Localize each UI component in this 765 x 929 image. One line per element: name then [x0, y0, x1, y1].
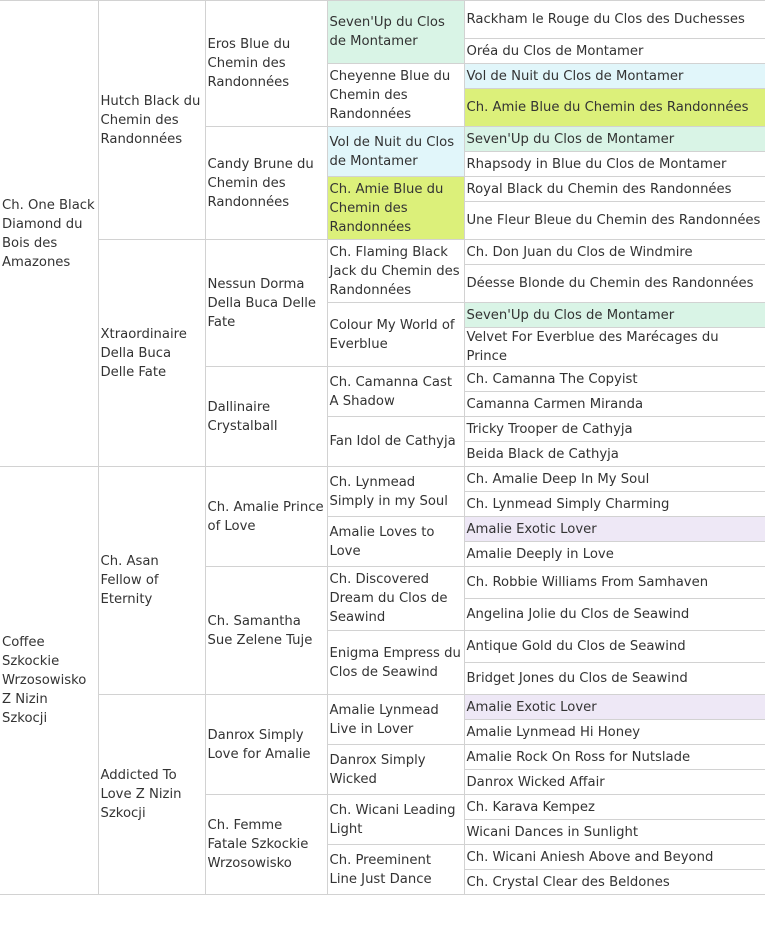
- dsds-cell: Ch. Discovered Dream du Clos de Seawind: [327, 567, 464, 631]
- gen5-cell-9: Ch. Don Juan du Clos de Windmire: [464, 240, 765, 265]
- gen5-cell-27: Amalie Rock On Ross for Nutslade: [464, 745, 765, 770]
- gen5-cell-24: Bridget Jones du Clos de Seawind: [464, 663, 765, 695]
- ddsd-cell: Danrox Simply Wicked: [327, 745, 464, 795]
- ddds-cell: Ch. Wicani Leading Light: [327, 795, 464, 845]
- sire-sire-cell: Hutch Black du Chemin des Randonnées: [98, 1, 205, 240]
- gen5-cell-5: Seven'Up du Clos de Montamer: [464, 127, 765, 152]
- ssd-cell: Candy Brune du Chemin des Randonnées: [205, 127, 327, 240]
- gen5-cell-14: Camanna Carmen Miranda: [464, 392, 765, 417]
- sss-cell: Eros Blue du Chemin des Randonnées: [205, 1, 327, 127]
- ssss-cell: Seven'Up du Clos de Montamer: [327, 1, 464, 64]
- dddd-cell: Ch. Preeminent Line Just Dance: [327, 845, 464, 895]
- gen5-cell-15: Tricky Trooper de Cathyja: [464, 417, 765, 442]
- ssds-cell: Vol de Nuit du Clos de Montamer: [327, 127, 464, 177]
- dssd-cell: Amalie Loves to Love: [327, 517, 464, 567]
- gen5-cell-17: Ch. Amalie Deep In My Soul: [464, 467, 765, 492]
- gen5-cell-12: Velvet For Everblue des Marécages du Prince: [464, 328, 765, 367]
- dam-dam-cell: Addicted To Love Z Nizin Szkocji: [98, 695, 205, 895]
- gen5-cell-32: Ch. Crystal Clear des Beldones: [464, 870, 765, 895]
- sdsd-cell: Colour My World of Everblue: [327, 303, 464, 367]
- dam-cell: Coffee Szkockie Wrzosowisko Z Nizin Szkocji: [0, 467, 98, 895]
- sssd-cell: Cheyenne Blue du Chemin des Randonnées: [327, 64, 464, 127]
- gen5-cell-26: Amalie Lynmead Hi Honey: [464, 720, 765, 745]
- sire-dam-cell: Xtraordinaire Della Buca Delle Fate: [98, 240, 205, 467]
- sire-cell: Ch. One Black Diamond du Bois des Amazones: [0, 1, 98, 467]
- gen5-cell-16: Beida Black de Cathyja: [464, 442, 765, 467]
- gen5-cell-20: Amalie Deeply in Love: [464, 542, 765, 567]
- gen5-cell-25: Amalie Exotic Lover: [464, 695, 765, 720]
- ssdd-cell: Ch. Amie Blue du Chemin des Randonnées: [327, 177, 464, 240]
- gen5-cell-30: Wicani Dances in Sunlight: [464, 820, 765, 845]
- dsd-cell: Ch. Samantha Sue Zelene Tuje: [205, 567, 327, 695]
- gen5-cell-4: Ch. Amie Blue du Chemin des Randonnées: [464, 89, 765, 127]
- gen5-cell-28: Danrox Wicked Affair: [464, 770, 765, 795]
- gen5-cell-18: Ch. Lynmead Simply Charming: [464, 492, 765, 517]
- gen5-cell-8: Une Fleur Bleue du Chemin des Randonnées: [464, 202, 765, 240]
- gen5-cell-23: Antique Gold du Clos de Seawind: [464, 631, 765, 663]
- ddss-cell: Amalie Lynmead Live in Lover: [327, 695, 464, 745]
- gen5-cell-1: Rackham le Rouge du Clos des Duchesses: [464, 1, 765, 39]
- gen5-cell-6: Rhapsody in Blue du Clos de Montamer: [464, 152, 765, 177]
- gen5-cell-11: Seven'Up du Clos de Montamer: [464, 303, 765, 328]
- sddd-cell: Fan Idol de Cathyja: [327, 417, 464, 467]
- sdds-cell: Ch. Camanna Cast A Shadow: [327, 367, 464, 417]
- dam-sire-cell: Ch. Asan Fellow of Eternity: [98, 467, 205, 695]
- sdss-cell: Ch. Flaming Black Jack du Chemin des Randonnées: [327, 240, 464, 303]
- gen5-cell-22: Angelina Jolie du Clos de Seawind: [464, 599, 765, 631]
- dds-cell: Danrox Simply Love for Amalie: [205, 695, 327, 795]
- gen5-cell-2: Oréa du Clos de Montamer: [464, 39, 765, 64]
- gen5-cell-7: Royal Black du Chemin des Randonnées: [464, 177, 765, 202]
- gen5-cell-21: Ch. Robbie Williams From Samhaven: [464, 567, 765, 599]
- sds-cell: Nessun Dorma Della Buca Delle Fate: [205, 240, 327, 367]
- gen5-cell-13: Ch. Camanna The Copyist: [464, 367, 765, 392]
- gen5-cell-3: Vol de Nuit du Clos de Montamer: [464, 64, 765, 89]
- dsss-cell: Ch. Lynmead Simply in my Soul: [327, 467, 464, 517]
- gen5-cell-19: Amalie Exotic Lover: [464, 517, 765, 542]
- gen5-cell-10: Déesse Blonde du Chemin des Randonnées: [464, 265, 765, 303]
- gen5-cell-29: Ch. Karava Kempez: [464, 795, 765, 820]
- dss-cell: Ch. Amalie Prince of Love: [205, 467, 327, 567]
- dsdd-cell: Enigma Empress du Clos de Seawind: [327, 631, 464, 695]
- gen5-cell-31: Ch. Wicani Aniesh Above and Beyond: [464, 845, 765, 870]
- sdd-cell: Dallinaire Crystalball: [205, 367, 327, 467]
- ddd-cell: Ch. Femme Fatale Szkockie Wrzosowisko: [205, 795, 327, 895]
